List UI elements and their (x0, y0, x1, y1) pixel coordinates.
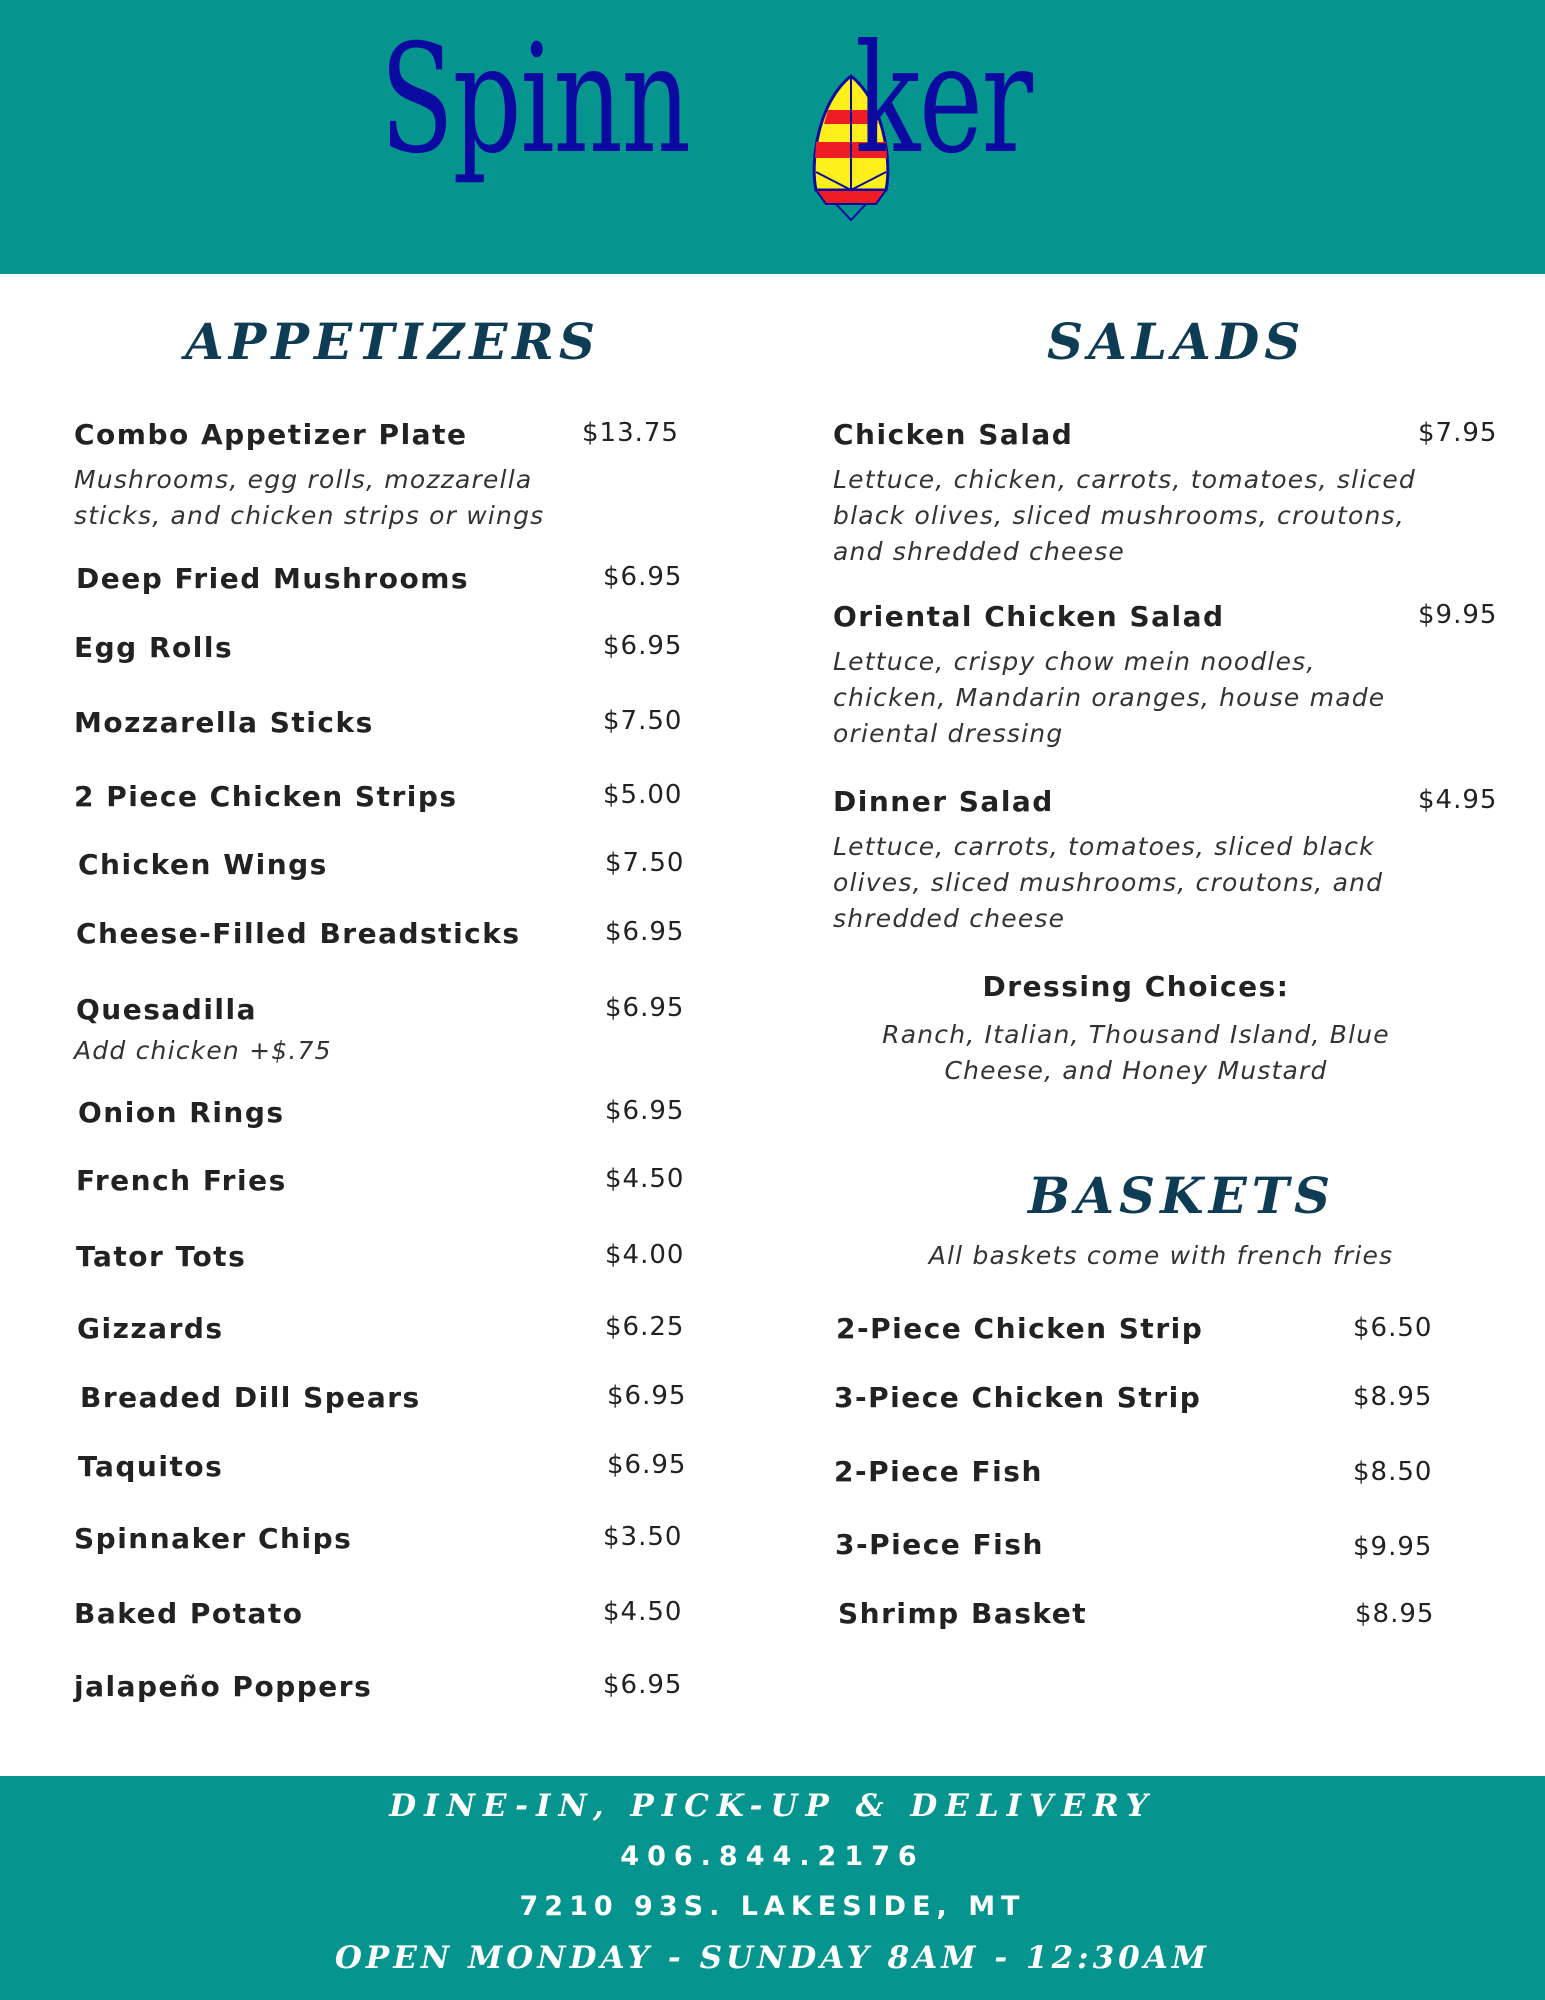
header-banner (0, 0, 1545, 274)
baskets-heading: BASKETS (1028, 1166, 1336, 1225)
menu-item-name: Chicken Salad (833, 418, 1074, 451)
dressing-choices-title: Dressing Choices: (982, 970, 1290, 1003)
menu-item-price: $5.00 (603, 780, 683, 810)
menu-item-description: Lettuce, chicken, carrots, tomatoes, sliced black olives, sliced mushrooms, croutons, and shredded cheese (833, 465, 1416, 566)
menu-item-price: $8.50 (1353, 1457, 1433, 1487)
menu-item-description: Add chicken +$.75 (74, 1036, 332, 1065)
menu-item-name: 2-Piece Fish (834, 1455, 1043, 1488)
menu-item-price: $4.95 (1418, 785, 1498, 815)
menu-item-price: $7.50 (603, 706, 683, 736)
menu-item-price: $6.95 (607, 1450, 687, 1480)
menu-item-name: Cheese-Filled Breadsticks (76, 917, 521, 950)
menu-item-price: $6.95 (605, 993, 685, 1023)
footer-banner (0, 1776, 1545, 2000)
menu-item-name: Spinnaker Chips (74, 1522, 353, 1555)
menu-item-name: 3-Piece Fish (835, 1528, 1044, 1561)
menu-item-name: Oriental Chicken Salad (833, 600, 1225, 633)
menu-item-name: Gizzards (77, 1312, 224, 1345)
menu-item-price: $6.95 (605, 917, 685, 947)
menu-item-price: $13.75 (582, 418, 679, 448)
menu-item-price: $7.95 (1418, 418, 1498, 448)
logo-text-left: Spinn (380, 13, 690, 187)
menu-item-name: Dinner Salad (833, 785, 1054, 818)
menu-item-name: Shrimp Basket (838, 1597, 1088, 1630)
menu-item-description: Lettuce, crispy chow mein noodles, chicken, Mandarin oranges, house made oriental dressing (833, 647, 1386, 748)
menu-item-price: $6.95 (603, 562, 683, 592)
menu-item-name: Onion Rings (78, 1096, 285, 1129)
menu-item-name: Breaded Dill Spears (80, 1381, 421, 1414)
menu-item-price: $6.95 (603, 631, 683, 661)
footer-tagline: DINE-IN, PICK-UP & DELIVERY (389, 1788, 1156, 1824)
menu-item-name: Egg Rolls (74, 631, 234, 664)
menu-item-name: jalapeño Poppers (74, 1670, 373, 1703)
menu-item-name: 3-Piece Chicken Strip (834, 1381, 1202, 1414)
menu-item-name: Combo Appetizer Plate (74, 418, 468, 451)
salads-heading: SALADS (1047, 312, 1306, 371)
dressing-choices-list: Ranch, Italian, Thousand Island, Blue Cheese, and Honey Mustard (882, 1020, 1390, 1085)
menu-item-price: $9.95 (1418, 600, 1498, 630)
menu-item-name: Deep Fried Mushrooms (76, 562, 470, 595)
menu-item-name: Tator Tots (76, 1240, 247, 1273)
menu-item-price: $6.95 (603, 1670, 683, 1700)
menu-item-price: $9.95 (1353, 1532, 1433, 1562)
menu-item-price: $8.95 (1353, 1382, 1433, 1412)
menu-item-description: Lettuce, carrots, tomatoes, sliced black olives, sliced mushrooms, croutons, and shredded cheese (833, 832, 1384, 933)
menu-item-name: Mozzarella Sticks (74, 706, 374, 739)
menu-item-price: $4.50 (605, 1164, 685, 1194)
footer-address: 7210 93S. LAKESIDE, MT (519, 1891, 1026, 1922)
menu-item-name: Chicken Wings (78, 848, 328, 881)
menu-item-price: $6.25 (605, 1312, 685, 1342)
menu-item-price: $8.95 (1355, 1599, 1435, 1629)
baskets-subtitle: All baskets come with french fries (928, 1241, 1394, 1270)
menu-item-price: $6.95 (607, 1381, 687, 1411)
menu-item-name: French Fries (76, 1164, 287, 1197)
menu-item-name: 2-Piece Chicken Strip (836, 1312, 1204, 1345)
menu-item-price: $4.00 (605, 1240, 685, 1270)
menu-item-price: $7.50 (605, 848, 685, 878)
menu-item-price: $4.50 (603, 1597, 683, 1627)
menu-item-name: 2 Piece Chicken Strips (74, 780, 458, 813)
logo-text-right: ker (855, 13, 1032, 187)
menu-item-name: Taquitos (78, 1450, 224, 1483)
menu-item-name: Quesadilla (76, 993, 258, 1026)
menu-item-price: $6.95 (605, 1096, 685, 1126)
menu-item-description: Mushrooms, egg rolls, mozzarella sticks, and chicken strips or wings (74, 465, 545, 530)
menu-item-price: $6.50 (1353, 1313, 1433, 1343)
footer-phone: 406.844.2176 (620, 1841, 925, 1872)
footer-hours: OPEN MONDAY - SUNDAY 8AM - 12:30AM (334, 1940, 1211, 1976)
appetizers-heading: APPETIZERS (185, 312, 600, 371)
menu-item-name: Baked Potato (74, 1597, 304, 1630)
menu-item-price: $3.50 (603, 1522, 683, 1552)
